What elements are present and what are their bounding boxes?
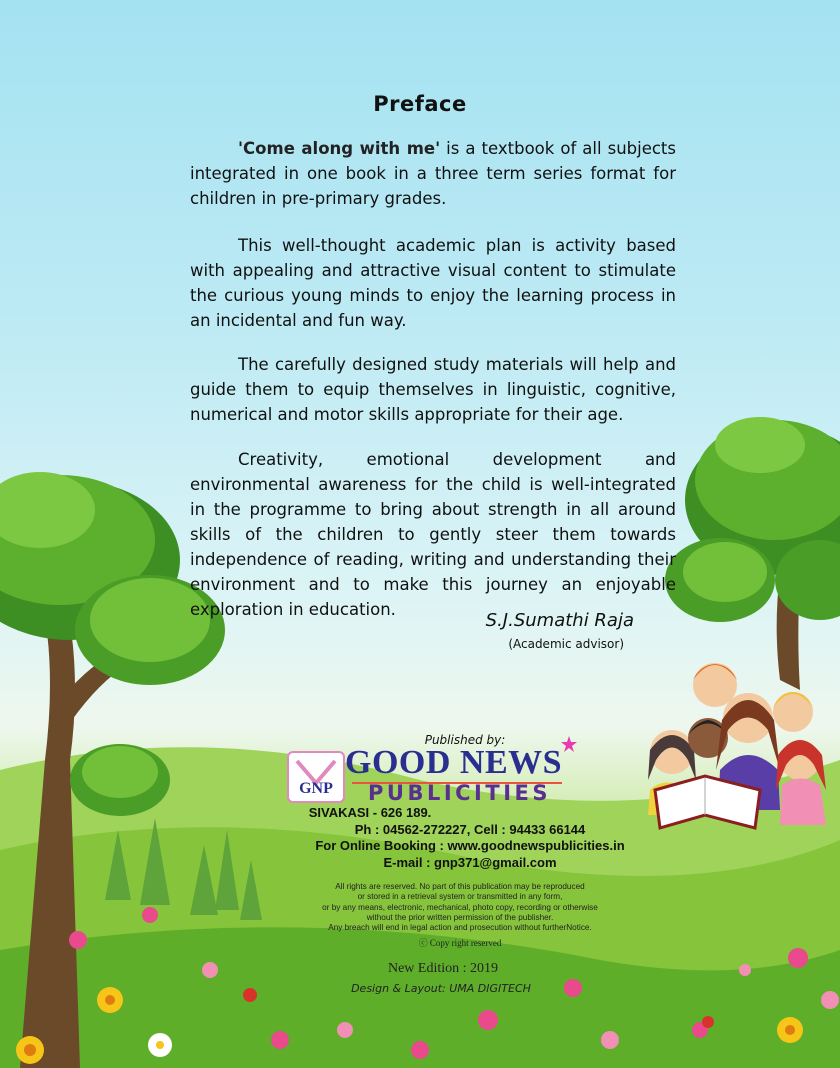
copyright-line — [390, 936, 530, 949]
star-icon — [560, 735, 578, 753]
rights-line: All rights are reserved. No part of this publication may be reproduced — [335, 882, 585, 891]
book-title-emphasis: 'Come along with me' — [238, 139, 441, 158]
author-signature: S.J.Sumathi Raja — [485, 610, 634, 631]
copyright-text: Copy right reserved — [429, 938, 502, 948]
preface-paragraph-2 — [190, 233, 676, 333]
right-tree-canopy — [665, 417, 840, 622]
rights-notice — [240, 882, 680, 933]
preface-title: Preface — [373, 92, 467, 116]
paragraph-4-text: Creativity, emotional development and environmental awareness for the child is well-integrated in the programme to bring about strength in all around skills of the children to gently steer them towards independence of reading, writing and understanding their environment and to make this journey an enjoyable exploration in education. — [190, 450, 676, 619]
rights-line: or by any means, electronic, mechanical, photo copy, recording or otherwise — [322, 902, 598, 912]
rights-line: Any breach will end in legal action and prosecution without furtherNotice. — [328, 923, 592, 933]
preface-paragraph-4 — [190, 447, 676, 622]
paragraph-1-text: is a textbook of all subjects integrated in one book in a three term series format for children in pre-primary grades. — [190, 139, 676, 208]
copyright-icon: ⓒ — [418, 938, 430, 948]
preface-paragraph-1 — [190, 136, 676, 211]
publisher-logo — [287, 751, 345, 803]
publisher-address: SIVAKASI - 626 189. — [308, 805, 432, 820]
author-role: (Academic advisor) — [508, 637, 624, 651]
online-booking-url: For Online Booking : www.goodnewspublicities.in — [315, 838, 625, 853]
preface-paragraph-3 — [190, 352, 676, 427]
design-credit: Design & Layout: UMA DIGITECH — [351, 982, 531, 995]
rights-line: without the prior written permission of the publisher. — [366, 912, 554, 922]
publisher-name-line-2: PUBLICITIES — [368, 781, 551, 805]
edition-label: New Edition : 2019 — [387, 961, 499, 976]
logo-lettering: GNP — [299, 780, 333, 797]
paragraph-3-text: The carefully designed study materials will help and guide them to equip themselves in linguistic, cognitive, numerical and motor skills appropriate for their age. — [190, 355, 676, 424]
published-by-label: Published by: — [424, 733, 506, 747]
paragraph-2-text: This well-thought academic plan is activity based with appealing and attractive visual content to stimulate the curious young minds to enjoy the learning process in an incidental and fun way. — [190, 236, 676, 330]
rights-line: or stored in a retrieval system or transmitted in any form, — [357, 892, 563, 902]
publisher-email: E-mail : gnp371@gmail.com — [383, 855, 557, 870]
publisher-name-line-1: GOOD NEWS — [345, 744, 563, 781]
publisher-phone: Ph : 04562-272227, Cell : 94433 66144 — [354, 822, 586, 837]
